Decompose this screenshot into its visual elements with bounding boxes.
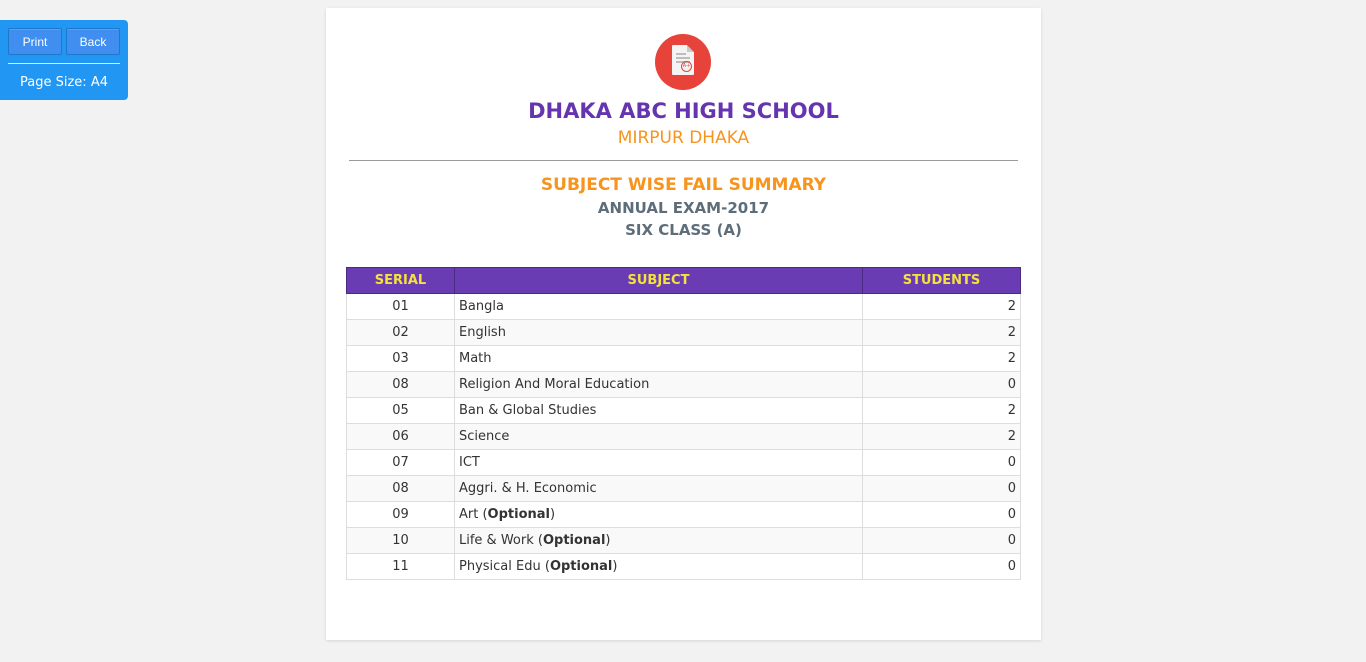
table-row (347, 372, 1021, 398)
students-cell: 0 (863, 554, 1021, 580)
students-cell: 0 (863, 528, 1021, 554)
table-row (347, 502, 1021, 528)
panel-divider (8, 63, 120, 64)
table-row (347, 528, 1021, 554)
subject-cell (455, 424, 863, 450)
table-row (347, 294, 1021, 320)
certificate-document-icon (655, 34, 711, 90)
subject-name: Aggri. & H. Economic (459, 481, 597, 496)
table-row (347, 424, 1021, 450)
column-header-subject: SUBJECT (455, 268, 863, 294)
fail-summary-table (346, 267, 1021, 580)
report-title: SUBJECT WISE FAIL SUMMARY (540, 175, 827, 195)
subject-name: Physical Edu (459, 559, 545, 574)
table-header-row (347, 268, 1021, 294)
print-panel-buttons (8, 28, 120, 55)
subject-name: English (459, 325, 506, 340)
table-row (347, 554, 1021, 580)
table-row (347, 450, 1021, 476)
students-cell: 2 (863, 346, 1021, 372)
students-cell: 2 (863, 398, 1021, 424)
serial-cell: 09 (347, 502, 455, 528)
class-name: SIX CLASS (A) (625, 221, 742, 239)
school-name: DHAKA ABC HIGH SCHOOL (528, 99, 839, 123)
subject-cell: Art (Optional) (455, 502, 863, 528)
print-panel (0, 20, 128, 100)
report-sheet (326, 8, 1041, 640)
serial-cell: 10 (347, 528, 455, 554)
optional-tag: Optional (542, 533, 606, 548)
serial-cell: 05 (347, 398, 455, 424)
subject-cell (455, 398, 863, 424)
exam-name: ANNUAL EXAM-2017 (597, 199, 770, 217)
column-header-students: STUDENTS (863, 268, 1021, 294)
subject-cell: Life & Work (Optional) (455, 528, 863, 554)
table-row (347, 398, 1021, 424)
serial-cell: 08 (347, 372, 455, 398)
subject-cell (455, 346, 863, 372)
page-size-label: Page Size: A4 (20, 75, 108, 90)
serial-cell: 11 (347, 554, 455, 580)
serial-cell: 01 (347, 294, 455, 320)
header-divider (349, 160, 1018, 161)
subject-name: Ban & Global Studies (459, 403, 597, 418)
subject-name: Science (459, 429, 510, 444)
serial-cell: 08 (347, 476, 455, 502)
students-cell: 0 (863, 502, 1021, 528)
text-line (676, 53, 686, 55)
subject-cell: Physical Edu (Optional) (455, 554, 863, 580)
grade-seal-icon: A+ (681, 61, 692, 72)
table-row (347, 320, 1021, 346)
serial-cell: 02 (347, 320, 455, 346)
students-cell: 0 (863, 450, 1021, 476)
subject-name: Life & Work (459, 533, 538, 548)
students-cell: 0 (863, 476, 1021, 502)
subject-name: ICT (459, 455, 480, 470)
students-cell: 0 (863, 372, 1021, 398)
text-line (676, 57, 690, 59)
school-address: MIRPUR DHAKA (617, 128, 750, 148)
optional-tag: Optional (549, 559, 613, 574)
subject-cell (455, 476, 863, 502)
subject-name: Religion And Moral Education (459, 377, 650, 392)
table-row (347, 346, 1021, 372)
table-body (347, 294, 1021, 580)
subject-name: Bangla (459, 299, 504, 314)
print-button[interactable]: Print (8, 28, 62, 55)
subject-cell (455, 294, 863, 320)
serial-cell: 07 (347, 450, 455, 476)
serial-cell: 06 (347, 424, 455, 450)
column-header-serial: SERIAL (347, 268, 455, 294)
subject-name: Math (459, 351, 492, 366)
students-cell: 2 (863, 294, 1021, 320)
students-cell: 2 (863, 424, 1021, 450)
document-icon (672, 45, 694, 75)
subject-cell (455, 450, 863, 476)
back-button[interactable]: Back (66, 28, 120, 55)
serial-cell: 03 (347, 346, 455, 372)
table-row (347, 476, 1021, 502)
students-cell: 2 (863, 320, 1021, 346)
subject-name: Art (459, 507, 483, 522)
optional-tag: Optional (487, 507, 550, 522)
subject-cell (455, 372, 863, 398)
subject-cell (455, 320, 863, 346)
page-fold (687, 45, 694, 52)
